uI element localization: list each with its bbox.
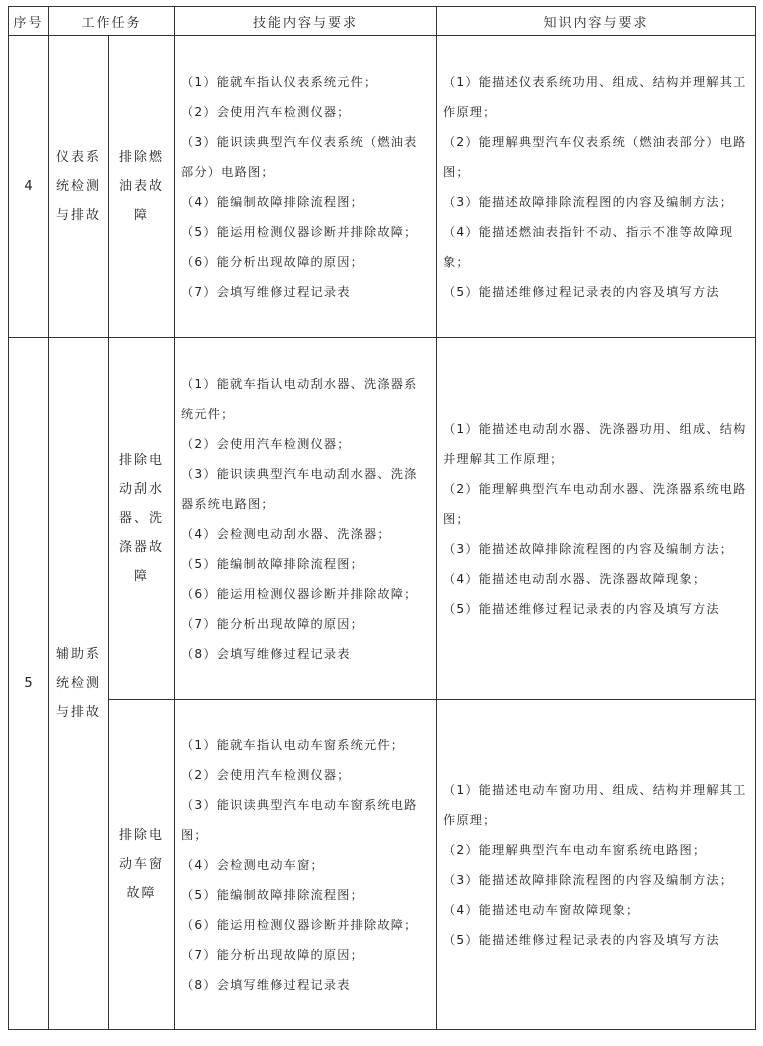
skill-list: [175, 36, 437, 338]
task-name: 排除电动刮水器、洗涤器故障: [109, 338, 175, 700]
list-item: （4）能描述燃油表指针不动、指示不准等故障现象；: [443, 224, 734, 269]
skill-list: [175, 700, 437, 1030]
header-row: [9, 7, 756, 36]
curriculum-table: [8, 6, 756, 1030]
list-item: （1）能就车指认电动车窗系统元件；: [181, 737, 405, 752]
row-number: 4: [9, 36, 49, 338]
list-item: （2）会使用汽车检测仪器；: [181, 436, 351, 451]
list-item: （6）能分析出现故障的原因；: [181, 254, 365, 269]
list-item: （5）能描述维修过程记录表的内容及填写方法: [443, 601, 720, 616]
list-item: （2）能理解典型汽车电动车窗系统电路图；: [443, 842, 707, 857]
list-item: （8）会填写维修过程记录表: [181, 977, 351, 992]
list-item: （7）会填写维修过程记录表: [181, 284, 351, 299]
skill-list: [175, 338, 437, 700]
row-category: 仪表系统检测与排故: [49, 36, 109, 338]
table-row: [9, 700, 756, 1030]
knowledge-list: [437, 36, 756, 338]
list-item: （2）能理解典型汽车仪表系统（燃油表部分）电路图；: [443, 134, 747, 179]
list-item: （3）能描述故障排除流程图的内容及编制方法；: [443, 541, 734, 556]
list-item: （1）能描述电动刮水器、洗涤器功用、组成、结构并理解其工作原理；: [443, 421, 747, 466]
row-category: 辅助系统检测与排故: [49, 338, 109, 1030]
table-row: [9, 36, 756, 338]
list-item: （1）能描述电动车窗功用、组成、结构并理解其工作原理；: [443, 782, 747, 827]
knowledge-list: [437, 700, 756, 1030]
list-item: （6）能运用检测仪器诊断并排除故障；: [181, 917, 418, 932]
list-item: （2）会使用汽车检测仪器；: [181, 104, 351, 119]
task-name: 排除燃油表故障: [109, 36, 175, 338]
table-row: [9, 338, 756, 700]
list-item: （3）能识读典型汽车仪表系统（燃油表部分）电路图；: [181, 134, 418, 179]
list-item: （5）能描述维修过程记录表的内容及填写方法: [443, 932, 720, 947]
list-item: （4）会检测电动车窗；: [181, 857, 324, 872]
list-item: （3）能识读典型汽车电动刮水器、洗涤器系统电路图；: [181, 466, 418, 511]
list-item: （3）能描述故障排除流程图的内容及编制方法；: [443, 194, 734, 209]
list-item: （4）能描述电动车窗故障现象；: [443, 902, 640, 917]
list-item: （2）能理解典型汽车电动刮水器、洗涤器系统电路图；: [443, 481, 747, 526]
list-item: （1）能描述仪表系统功用、组成、结构并理解其工作原理；: [443, 74, 747, 119]
header-knowledge: 知识内容与要求: [437, 7, 756, 36]
row-number: 5: [9, 338, 49, 1030]
list-item: （4）能描述电动刮水器、洗涤器故障现象；: [443, 571, 707, 586]
list-item: （3）能描述故障排除流程图的内容及编制方法；: [443, 872, 734, 887]
list-item: （5）能编制故障排除流程图；: [181, 556, 365, 571]
list-item: （4）会检测电动刮水器、洗涤器；: [181, 526, 391, 541]
list-item: （5）能运用检测仪器诊断并排除故障；: [181, 224, 418, 239]
list-item: （8）会填写维修过程记录表: [181, 646, 351, 661]
list-item: （1）能就车指认电动刮水器、洗涤器系统元件；: [181, 376, 418, 421]
list-item: （2）会使用汽车检测仪器；: [181, 767, 351, 782]
knowledge-list: [437, 338, 756, 700]
list-item: （4）能编制故障排除流程图；: [181, 194, 365, 209]
list-item: （1）能就车指认仪表系统元件；: [181, 74, 378, 89]
header-skill: 技能内容与要求: [175, 7, 437, 36]
list-item: （3）能识读典型汽车电动车窗系统电路图；: [181, 797, 418, 842]
list-item: （5）能描述维修过程记录表的内容及填写方法: [443, 284, 720, 299]
task-name: 排除电动车窗故障: [109, 700, 175, 1030]
list-item: （7）能分析出现故障的原因；: [181, 616, 365, 631]
list-item: （6）能运用检测仪器诊断并排除故障；: [181, 586, 418, 601]
header-no: 序号: [9, 7, 49, 36]
header-task: 工作任务: [49, 7, 175, 36]
list-item: （5）能编制故障排除流程图；: [181, 887, 365, 902]
list-item: （7）能分析出现故障的原因；: [181, 947, 365, 962]
